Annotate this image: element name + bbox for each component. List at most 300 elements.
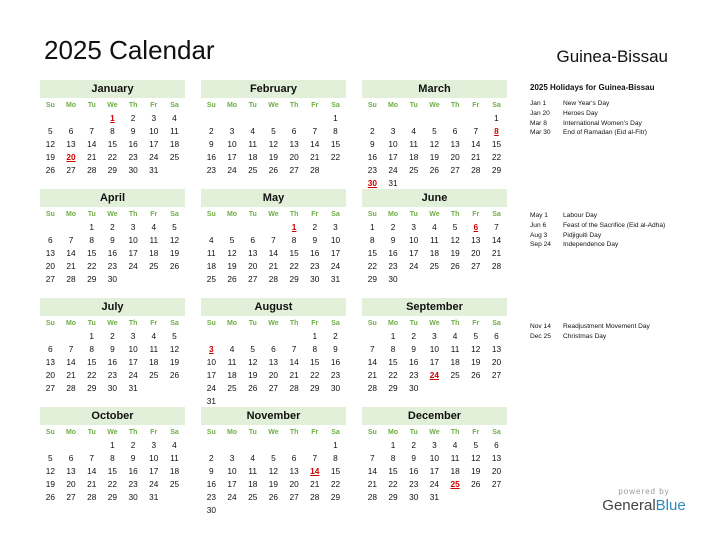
day-cell: 3 — [151, 440, 157, 450]
day-cell: 10 — [429, 344, 440, 354]
empty-cell — [284, 439, 305, 452]
day-cell: 13 — [289, 466, 299, 476]
day-cell: 31 — [330, 274, 341, 284]
day-cell: 4 — [172, 113, 177, 123]
day-cell: 5 — [48, 453, 53, 463]
holiday-name: Heroes Day — [563, 109, 598, 117]
powered-by-text: powered by — [618, 487, 670, 496]
month-december — [362, 407, 507, 504]
weekday-label: Su — [45, 429, 55, 436]
month-july — [40, 298, 185, 395]
day-cell: 6 — [68, 126, 74, 136]
empty-cell — [242, 221, 263, 234]
month-header: June — [362, 189, 507, 207]
month-october — [40, 407, 185, 504]
day-cell: 27 — [248, 274, 258, 284]
day-cell: 22 — [330, 152, 341, 162]
day-cell: 26 — [227, 274, 237, 284]
weekday-label: Su — [367, 102, 377, 109]
day-cell: 10 — [227, 139, 237, 149]
day-cell: 1 — [312, 331, 318, 341]
weekday-label: Su — [206, 429, 216, 436]
day-cell: 23 — [107, 261, 118, 271]
day-cell: 18 — [169, 139, 180, 149]
day-cell: 11 — [248, 466, 258, 476]
day-cell: 2 — [130, 113, 136, 123]
empty-cell — [362, 112, 383, 125]
day-cell: 15 — [107, 466, 118, 476]
day-cell: 3 — [390, 126, 396, 136]
day-cell: 15 — [87, 357, 97, 367]
empty-cell — [263, 112, 284, 125]
day-cell: 14 — [367, 466, 377, 476]
day-cell: 16 — [128, 139, 138, 149]
day-cell: 17 — [128, 357, 138, 367]
day-cell: 27 — [450, 165, 460, 175]
day-cell: 20 — [289, 152, 299, 162]
brand-name — [588, 497, 700, 515]
holiday-name: Feast of the Sacrifice (Eid al-Adha) — [563, 221, 666, 229]
day-cell: 24 — [429, 479, 440, 489]
day-cell: 31 — [429, 492, 440, 502]
month-january — [40, 80, 185, 177]
day-cell: 12 — [471, 344, 481, 354]
weekday-label: Su — [206, 320, 216, 327]
day-cell: 4 — [250, 453, 256, 463]
day-cell: 1 — [110, 440, 115, 450]
day-cell: 16 — [409, 357, 419, 367]
weekday-label: Th — [450, 211, 460, 218]
day-cell: 23 — [409, 370, 419, 380]
empty-cell — [201, 330, 222, 343]
month-header: February — [201, 80, 346, 98]
day-cell: 23 — [310, 261, 320, 271]
day-cell: 19 — [169, 248, 180, 258]
day-cell: 24 — [128, 370, 138, 380]
month-march — [362, 80, 507, 190]
weekday-label: Tu — [248, 211, 257, 218]
day-cell: 13 — [66, 466, 76, 476]
weekday-label: Mo — [387, 102, 399, 109]
empty-cell — [222, 112, 243, 125]
day-cell: 14 — [268, 248, 279, 258]
day-cell: 11 — [149, 235, 159, 245]
day-cell: 8 — [291, 235, 297, 245]
weekday-label: Mo — [226, 102, 238, 109]
day-cell: 9 — [411, 344, 417, 354]
day-cell: 17 — [206, 370, 216, 380]
holiday-date: Jan 1 — [530, 100, 547, 107]
day-cell: 8 — [110, 126, 115, 136]
day-cell: 22 — [87, 370, 97, 380]
empty-cell — [403, 112, 424, 125]
weekday-label: Tu — [248, 320, 257, 327]
holiday-day: 1 — [110, 113, 115, 123]
day-cell: 16 — [330, 357, 341, 367]
day-cell: 9 — [333, 344, 338, 354]
day-cell: 4 — [452, 440, 458, 450]
day-cell: 15 — [289, 248, 299, 258]
weekday-label: Mo — [387, 211, 399, 218]
empty-cell — [304, 112, 325, 125]
weekday-label: Th — [128, 211, 138, 218]
day-cell: 24 — [206, 383, 216, 393]
day-cell: 16 — [206, 152, 216, 162]
day-cell: 27 — [491, 479, 502, 489]
day-cell: 30 — [388, 274, 398, 284]
day-cell: 3 — [130, 222, 136, 232]
weekday-label: Th — [289, 429, 299, 436]
weekday-label: Tu — [87, 320, 96, 327]
day-cell: 5 — [229, 235, 235, 245]
day-cell: 3 — [333, 222, 338, 232]
day-cell: 27 — [45, 274, 55, 284]
day-cell: 9 — [209, 466, 214, 476]
day-cell: 27 — [289, 492, 299, 502]
holiday-name: International Women's Day — [563, 119, 642, 127]
empty-cell — [81, 439, 102, 452]
month-header: March — [362, 80, 507, 98]
holiday-day: 1 — [291, 222, 297, 232]
day-cell: 10 — [409, 235, 419, 245]
day-cell: 25 — [149, 261, 159, 271]
day-cell: 23 — [206, 492, 216, 502]
weekday-label: Th — [128, 320, 138, 327]
day-cell: 15 — [330, 466, 341, 476]
day-grid — [362, 316, 507, 395]
day-cell: 23 — [330, 370, 341, 380]
day-cell: 23 — [128, 479, 138, 489]
day-cell: 5 — [172, 331, 177, 341]
day-cell: 27 — [66, 492, 76, 502]
weekday-label: Fr — [150, 429, 158, 436]
day-cell: 1 — [390, 331, 396, 341]
empty-cell — [61, 330, 82, 343]
day-cell: 19 — [471, 357, 481, 367]
empty-cell — [383, 112, 404, 125]
weekday-label: Th — [128, 102, 138, 109]
day-cell: 7 — [291, 344, 297, 354]
day-cell: 18 — [429, 248, 440, 258]
holiday-day: 6 — [473, 222, 479, 232]
day-cell: 30 — [107, 274, 118, 284]
day-cell: 28 — [310, 165, 320, 175]
day-cell: 1 — [89, 222, 95, 232]
holiday-name: Labour Day — [563, 212, 598, 219]
day-cell: 21 — [268, 261, 279, 271]
day-cell: 1 — [89, 331, 95, 341]
day-cell: 8 — [333, 126, 338, 136]
weekday-label: Su — [45, 102, 55, 109]
weekday-label: We — [429, 102, 440, 109]
day-cell: 19 — [45, 152, 55, 162]
holiday-date: Mar 30 — [530, 129, 551, 137]
day-cell: 5 — [271, 453, 276, 463]
day-cell: 21 — [310, 479, 320, 489]
weekday-label: Fr — [150, 102, 158, 109]
day-cell: 8 — [89, 235, 95, 245]
day-cell: 17 — [149, 139, 159, 149]
day-cell: 15 — [87, 248, 97, 258]
weekday-label: Tu — [409, 102, 418, 109]
weekday-label: Th — [289, 102, 299, 109]
day-cell: 2 — [312, 222, 318, 232]
day-cell: 20 — [45, 370, 55, 380]
day-grid — [201, 425, 346, 517]
day-cell: 13 — [45, 357, 55, 367]
holiday-date: Aug 3 — [530, 231, 548, 239]
day-cell: 11 — [248, 139, 258, 149]
day-cell: 21 — [66, 370, 76, 380]
weekday-label: Su — [206, 102, 216, 109]
day-cell: 28 — [87, 492, 97, 502]
empty-cell — [465, 112, 486, 125]
day-cell: 19 — [429, 152, 440, 162]
holiday-day: 3 — [209, 344, 214, 354]
holiday-item — [530, 231, 710, 241]
day-cell: 24 — [388, 165, 398, 175]
day-cell: 4 — [172, 440, 177, 450]
day-cell: 22 — [367, 261, 377, 271]
weekday-label: Th — [450, 102, 460, 109]
day-cell: 30 — [330, 383, 341, 393]
day-cell: 22 — [107, 152, 118, 162]
weekday-label: Sa — [492, 102, 501, 109]
holiday-item — [530, 240, 710, 250]
day-cell: 28 — [491, 261, 502, 271]
day-cell: 10 — [429, 453, 440, 463]
day-cell: 10 — [149, 126, 159, 136]
day-cell: 30 — [310, 274, 320, 284]
day-cell: 8 — [312, 344, 318, 354]
weekday-label: Sa — [170, 320, 179, 327]
holiday-day: 20 — [66, 152, 76, 162]
holiday-name: Readjustment Movement Day — [563, 323, 650, 330]
day-cell: 22 — [491, 152, 502, 162]
empty-cell — [304, 439, 325, 452]
day-cell: 2 — [370, 126, 375, 136]
holiday-date: Nov 14 — [530, 323, 551, 330]
day-cell: 12 — [227, 248, 237, 258]
day-cell: 9 — [110, 235, 115, 245]
holiday-date: Jun 6 — [530, 221, 547, 229]
day-cell: 14 — [87, 139, 97, 149]
day-cell: 7 — [473, 126, 479, 136]
day-cell: 14 — [471, 139, 481, 149]
holiday-day: 30 — [367, 178, 377, 188]
day-cell: 1 — [390, 440, 396, 450]
day-cell: 26 — [169, 261, 180, 271]
day-cell: 14 — [491, 235, 502, 245]
day-cell: 15 — [310, 357, 320, 367]
day-cell: 5 — [172, 222, 177, 232]
day-grid — [201, 98, 346, 177]
day-cell: 24 — [330, 261, 341, 271]
empty-cell — [40, 112, 61, 125]
day-grid — [201, 207, 346, 286]
day-cell: 15 — [367, 248, 377, 258]
day-cell: 17 — [227, 152, 237, 162]
day-cell: 6 — [48, 235, 53, 245]
month-header: September — [362, 298, 507, 316]
day-cell: 22 — [107, 479, 118, 489]
day-cell: 21 — [87, 152, 97, 162]
day-cell: 4 — [151, 222, 157, 232]
day-cell: 5 — [48, 126, 53, 136]
month-header: July — [40, 298, 185, 316]
day-cell: 13 — [491, 453, 502, 463]
day-cell: 31 — [128, 383, 138, 393]
empty-cell — [263, 221, 284, 234]
holiday-name: Pidjiguiti Day — [563, 231, 602, 239]
empty-cell — [445, 112, 466, 125]
day-cell: 12 — [248, 357, 258, 367]
day-cell: 28 — [289, 383, 299, 393]
day-cell: 7 — [312, 453, 318, 463]
day-cell: 20 — [45, 261, 55, 271]
day-cell: 13 — [471, 235, 481, 245]
weekday-label: Sa — [331, 102, 340, 109]
empty-cell — [201, 221, 222, 234]
day-cell: 2 — [411, 331, 417, 341]
day-cell: 12 — [45, 466, 55, 476]
weekday-label: We — [107, 211, 118, 218]
holiday-name: Christmas Day — [563, 332, 607, 340]
day-cell: 11 — [170, 126, 179, 136]
day-cell: 13 — [268, 357, 279, 367]
day-cell: 29 — [310, 383, 320, 393]
weekday-label: Sa — [331, 429, 340, 436]
weekday-label: We — [268, 320, 279, 327]
holiday-date: Jan 20 — [530, 109, 550, 117]
day-cell: 22 — [388, 370, 398, 380]
holiday-date: Sep 24 — [530, 241, 551, 249]
day-cell: 24 — [128, 261, 138, 271]
day-cell: 21 — [310, 152, 320, 162]
day-cell: 16 — [107, 248, 118, 258]
day-cell: 29 — [289, 274, 299, 284]
day-cell: 1 — [370, 222, 375, 232]
weekday-label: Fr — [311, 211, 319, 218]
holiday-name: New Year's Day — [563, 100, 610, 107]
day-cell: 30 — [409, 383, 419, 393]
day-cell: 10 — [227, 466, 237, 476]
day-cell: 17 — [227, 479, 237, 489]
day-cell: 21 — [367, 479, 377, 489]
day-cell: 6 — [452, 126, 458, 136]
day-cell: 30 — [206, 505, 216, 515]
day-cell: 4 — [209, 235, 214, 245]
holidays-title: 2025 Holidays for Guinea-Bissau — [530, 83, 655, 92]
day-cell: 19 — [268, 152, 279, 162]
day-cell: 19 — [471, 466, 481, 476]
day-cell: 3 — [130, 331, 136, 341]
day-cell: 12 — [268, 466, 279, 476]
day-cell: 11 — [430, 235, 439, 245]
day-cell: 25 — [409, 165, 419, 175]
day-cell: 8 — [370, 235, 375, 245]
day-cell: 14 — [66, 248, 76, 258]
day-cell: 31 — [149, 165, 159, 175]
holiday-item — [530, 128, 710, 138]
day-cell: 17 — [149, 466, 159, 476]
day-cell: 18 — [450, 466, 460, 476]
brand-logo — [588, 487, 700, 515]
weekday-label: Tu — [87, 429, 96, 436]
day-cell: 2 — [411, 440, 417, 450]
day-cell: 14 — [289, 357, 299, 367]
weekday-label: Sa — [492, 429, 501, 436]
weekday-label: Sa — [331, 211, 340, 218]
day-cell: 22 — [310, 370, 320, 380]
weekday-label: We — [268, 211, 279, 218]
day-cell: 3 — [432, 331, 437, 341]
empty-cell — [242, 330, 263, 343]
day-cell: 18 — [409, 152, 419, 162]
day-cell: 9 — [110, 344, 115, 354]
day-cell: 22 — [289, 261, 299, 271]
day-cell: 19 — [169, 357, 180, 367]
day-cell: 28 — [310, 492, 320, 502]
day-cell: 4 — [229, 344, 235, 354]
day-cell: 6 — [48, 344, 53, 354]
day-cell: 18 — [227, 370, 237, 380]
day-cell: 7 — [271, 235, 276, 245]
weekday-label: Mo — [65, 320, 77, 327]
day-cell: 23 — [409, 479, 419, 489]
day-cell: 5 — [473, 331, 479, 341]
day-cell: 17 — [388, 152, 398, 162]
day-cell: 28 — [471, 165, 481, 175]
day-cell: 18 — [169, 466, 180, 476]
day-cell: 14 — [310, 139, 320, 149]
day-cell: 28 — [367, 383, 377, 393]
day-cell: 6 — [291, 126, 297, 136]
day-cell: 29 — [87, 274, 97, 284]
day-cell: 30 — [128, 165, 138, 175]
holiday-item — [530, 211, 710, 221]
day-cell: 25 — [248, 165, 258, 175]
day-cell: 21 — [66, 261, 76, 271]
day-cell: 22 — [87, 261, 97, 271]
day-cell: 11 — [450, 453, 460, 463]
day-cell: 25 — [149, 370, 159, 380]
empty-cell — [61, 112, 82, 125]
day-cell: 7 — [312, 126, 318, 136]
month-february — [201, 80, 346, 177]
day-cell: 8 — [110, 453, 115, 463]
day-cell: 25 — [206, 274, 216, 284]
day-cell: 10 — [388, 139, 398, 149]
weekday-label: We — [107, 102, 118, 109]
day-cell: 18 — [149, 248, 159, 258]
day-cell: 30 — [409, 492, 419, 502]
month-september — [362, 298, 507, 395]
day-cell: 12 — [169, 235, 180, 245]
weekday-label: Sa — [170, 429, 179, 436]
day-cell: 4 — [411, 126, 417, 136]
day-grid — [40, 316, 185, 395]
day-cell: 21 — [289, 370, 299, 380]
empty-cell — [61, 439, 82, 452]
day-cell: 6 — [494, 440, 499, 450]
day-cell: 20 — [450, 152, 460, 162]
day-cell: 1 — [333, 440, 338, 450]
day-cell: 4 — [452, 331, 458, 341]
day-cell: 29 — [491, 165, 502, 175]
day-cell: 11 — [450, 344, 460, 354]
day-cell: 27 — [471, 261, 481, 271]
